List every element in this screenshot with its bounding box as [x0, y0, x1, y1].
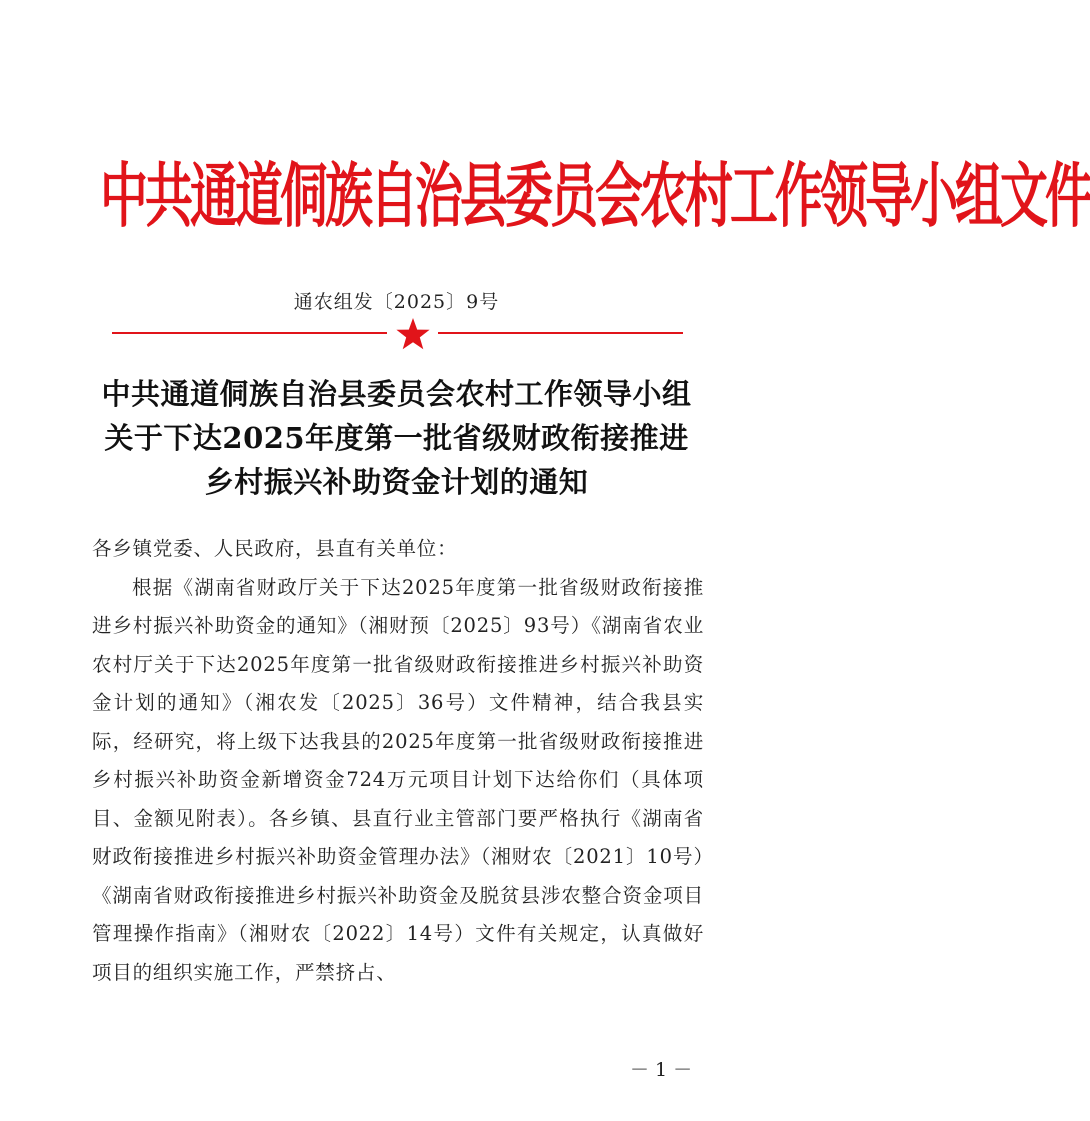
title-line-3: 乡村振兴补助资金计划的通知 [204, 465, 589, 499]
page-number: －1－ [630, 1059, 699, 1081]
issuer-masthead: 中共通道侗族自治县委员会农村工作领导小组文件 [100, 156, 1090, 238]
title-line-1: 中共通道侗族自治县委员会农村工作领导小组 [101, 377, 692, 411]
document-body [92, 530, 704, 992]
document-title [60, 372, 733, 504]
document-number: 通农组发〔2025〕9号 [293, 291, 500, 313]
red-star-icon [395, 317, 431, 351]
body-paragraph: 根据《湖南省财政厅关于下达2025年度第一批省级财政衔接推进乡村振兴补助资金的通知》（湘财预〔2025〕93号）《湖南省农业农村厅关于下达2025年度第一批省级财政衔接推进乡村振兴补助资金计划的通知》（湘农发〔2025〕36号）文件精神，结合我县实际，经研究，将上级下达我县的2025年度第一批省级财政衔接推进乡村振兴补助资金新增资金724万元项目计划下达给你们（具体项目、金额见附表）。各乡镇、县直行业主管部门要严格执行《湖南省财政衔接推进乡村振兴补助资金管理办法》（湘财农〔2021〕10号）《湖南省财政衔接推进乡村振兴补助资金及脱贫县涉农整合资金项目管理操作指南》（湘财农〔2022〕14号）文件有关规定，认真做好项目的组织实施工作，严禁挤占、 [92, 575, 704, 984]
salutation: 各乡镇党委、人民政府，县直有关单位： [92, 537, 458, 560]
title-line-2: 关于下达2025年度第一批省级财政衔接推进 [104, 421, 689, 455]
red-rule-right [438, 332, 683, 334]
red-rule-left [112, 332, 387, 334]
